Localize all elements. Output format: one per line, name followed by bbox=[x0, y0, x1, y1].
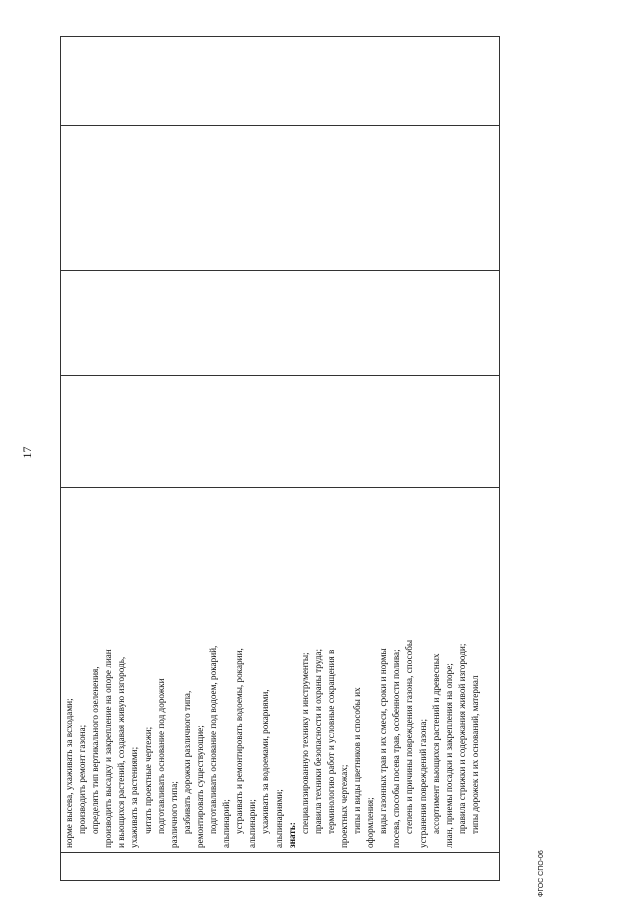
list-item: устраивать и ремонтировать водоемы, рокарии, bbox=[234, 648, 245, 834]
list-item: ремонтировать существующие; bbox=[194, 725, 205, 848]
list-item: правила техники безопасности и охраны труда; bbox=[312, 648, 323, 834]
list-item: подготавливать основание под дорожки bbox=[155, 678, 166, 834]
list-item: ухаживать за водоемами, рокариями, bbox=[260, 689, 271, 834]
list-item: типы дорожек и их оснований, материал bbox=[469, 675, 480, 834]
list-item: разбивать дорожки различного типа, bbox=[181, 690, 192, 834]
list-item: альпинарий; bbox=[221, 799, 232, 848]
list-item: лиан, приемы посадки и закрепления на опоре; bbox=[443, 663, 454, 848]
page-number: 17 bbox=[20, 446, 34, 459]
skills-list bbox=[61, 488, 482, 852]
competency-table bbox=[60, 36, 500, 881]
list-item: устранения повреждений газона; bbox=[417, 718, 428, 848]
skills-cell bbox=[61, 488, 500, 853]
list-item: читать проектные чертежи; bbox=[142, 726, 153, 834]
list-item: производить ремонт газона; bbox=[77, 724, 88, 834]
list-item: альпинарии; bbox=[247, 799, 258, 848]
list-item: производить высадку и закрепление на опоре лиан bbox=[103, 649, 114, 848]
list-item: определять тип вертикального озеленения, bbox=[90, 666, 101, 834]
list-item: виды газонных трав и их смеси, сроки и нормы bbox=[378, 648, 389, 834]
list-item: ассортимент вьющихся растений и древесных bbox=[430, 653, 441, 834]
empty-cell-4 bbox=[61, 271, 500, 376]
list-item: специализированную технику и инструменты; bbox=[299, 652, 310, 834]
list-item: посева, способы посева трав, особенности полива; bbox=[391, 649, 402, 848]
empty-cell-6 bbox=[61, 37, 500, 126]
list-item: знать: bbox=[286, 822, 297, 848]
list-item: и вьющихся растений, создавая живую изгородь, bbox=[116, 656, 127, 848]
list-item: проектных чертежах; bbox=[338, 764, 349, 848]
list-item: терминологию работ и условные сокращения в bbox=[325, 649, 336, 834]
footer-code: ФГОС СПО-06 bbox=[538, 850, 545, 897]
list-item: различного типа; bbox=[168, 781, 179, 848]
list-item: степень и причины повреждения газона, способы bbox=[404, 639, 415, 834]
list-item: правила стрижки и содержания живой изгороди; bbox=[456, 643, 467, 834]
empty-cell-3 bbox=[61, 376, 500, 488]
list-item: оформления; bbox=[365, 797, 376, 848]
empty-cell-5 bbox=[61, 126, 500, 271]
list-item: подготавливать основание под водоем, рокарий, bbox=[208, 645, 219, 834]
index-cell bbox=[61, 853, 500, 881]
table-row bbox=[61, 37, 500, 881]
list-item: типы и виды цветников и способы их bbox=[352, 687, 363, 834]
list-item: ухаживать за растениями; bbox=[129, 746, 140, 848]
list-item: альпинариями; bbox=[273, 789, 284, 848]
list-item: норме высева, ухаживать за всходами; bbox=[64, 698, 74, 848]
